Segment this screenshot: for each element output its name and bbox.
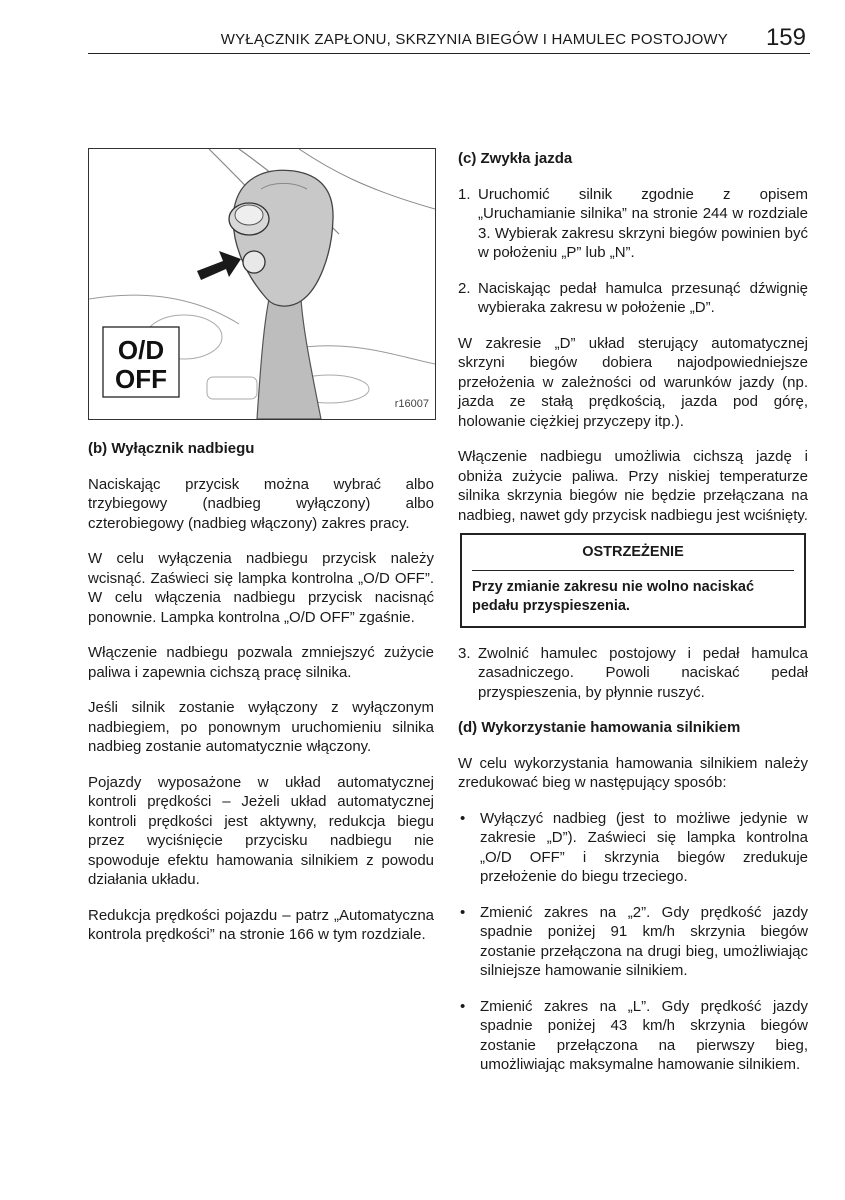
list-item	[458, 644, 808, 703]
header-rule	[88, 53, 810, 55]
warning-box	[460, 533, 806, 628]
od-label: O/D	[117, 335, 165, 365]
bullet-text: Wyłączyć nadbieg (jest to możliwe jedynie w zakresie „D”). Zaświeci się lampka kontrolna „O/D OFF” i skrzynia biegów zredukuje przełożenie do biegu trzeciego.	[480, 809, 808, 885]
step-text: Naciskając pedał hamulca przesunąć dźwignię wybieraka zakresu w położenie „D”.	[478, 279, 808, 316]
paragraph: W celu wyłączenia nadbiegu przycisk należy wcisnąć. Zaświeci się lampka kontrolna „O/D OFF”. W celu włączenia nadbiegu przycisk nacisnąć ponownie. Lampka kontrolna „O/D OFF” zgaśnie.	[88, 550, 434, 626]
warning-text: Przy zmianie zakresu nie wolno naciskać pedału przyspieszenia.	[472, 578, 755, 614]
paragraph: Redukcja prędkości pojazdu – patrz „Automatyczna kontrola prędkości” na stronie 166 w tym rozdziale.	[88, 906, 434, 943]
bullet-icon: •	[460, 903, 466, 921]
warning-title: OSTRZEŻENIE	[472, 543, 794, 571]
gear-lever-illustration	[88, 148, 436, 420]
bullet-icon: •	[460, 997, 466, 1015]
section-c-heading: (c) Zwykła jazda	[458, 150, 573, 167]
step-number: 1.	[458, 185, 471, 203]
section-b-heading: (b) Wyłącznik nadbiegu	[88, 440, 255, 457]
paragraph: Pojazdy wyposażone w układ automatycznej kontroli prędkości – Jeżeli układ automatycznej kontroli prędkości jest aktywny, redukcja biegu przez wyciśnięcie przycisku nadbiegu nie spowoduje efektu hamowania silnikiem z powodu działania układu.	[88, 773, 434, 888]
right-column	[458, 149, 808, 1075]
paragraph: Naciskając przycisk można wybrać albo trzybiegowy (nadbieg wyłączony) albo czterobiegowy (nadbieg włączony) zakres pracy.	[88, 475, 434, 532]
list-item	[458, 185, 808, 263]
paragraph: W zakresie „D” układ sterujący automatycznej skrzyni biegów dobiera najodpowiedniejsze przełożenia w zależności od warunków jazdy (np. jazda ze stałą prędkością, jazda pod górę, holowanie ciężkiej przyczepy itp.).	[458, 334, 808, 430]
figure-code: r16007	[394, 398, 429, 410]
gear-lever-drawing	[89, 149, 435, 419]
page-number: 159	[765, 24, 806, 51]
list-item	[458, 997, 808, 1075]
paragraph: Włączenie nadbiegu umożliwia cichszą jazdę i obniża zużycie paliwa. Przy niskiej temperaturze silnika skrzynia biegów nie będzie przełączana na nadbieg, nawet gdy przycisk nadbiegu jest wciśnięty.	[458, 448, 808, 524]
list-item	[458, 809, 808, 887]
off-label: OFF	[115, 364, 167, 394]
paragraph: W celu wykorzystania hamowania silnikiem należy zredukować bieg w następujący sposób:	[458, 754, 808, 791]
header-title: WYŁĄCZNIK ZAPŁONU, SKRZYNIA BIEGÓW I HAMULEC POSTOJOWY	[220, 31, 728, 48]
section-d-heading: (d) Wykorzystanie hamowania silnikiem	[458, 719, 741, 736]
step-number: 3.	[458, 644, 471, 662]
left-column	[88, 439, 434, 945]
bullet-text: Zmienić zakres na „2”. Gdy prędkość jazdy spadnie poniżej 91 km/h skrzynia biegów zostanie przełączona na drugi bieg, umożliwiając silniejsze hamowanie silnikiem.	[480, 903, 808, 979]
list-item	[458, 903, 808, 981]
bullet-text: Zmienić zakres na „L”. Gdy prędkość jazdy spadnie poniżej 43 km/h skrzynia biegów zostanie przełączona na pierwszy bieg, umożliwiając maksymalne hamowanie silnikiem.	[480, 997, 808, 1073]
paragraph: Jeśli silnik zostanie wyłączony z wyłączonym nadbiegiem, po ponownym uruchomieniu silnika nadbieg zostanie automatycznie włączony.	[88, 699, 434, 755]
bullet-icon: •	[460, 809, 466, 827]
paragraph: Włączenie nadbiegu pozwala zmniejszyć zużycie paliwa i zapewnia cichszą pracę silnika.	[88, 644, 434, 681]
step-text: Zwolnić hamulec postojowy i pedał hamulca zasadniczego. Powoli naciskać pedał przyspieszenia, by płynnie ruszyć.	[478, 644, 808, 701]
step-number: 2.	[458, 279, 471, 297]
step-text: Uruchomić silnik zgodnie z opisem „Uruchamianie silnika” na stronie 244 w rozdziale 3. Wybierak zakresu skrzyni biegów powinien być w położeniu „P” lub „N”.	[478, 185, 808, 261]
list-item	[458, 279, 808, 318]
page-header	[88, 22, 810, 52]
